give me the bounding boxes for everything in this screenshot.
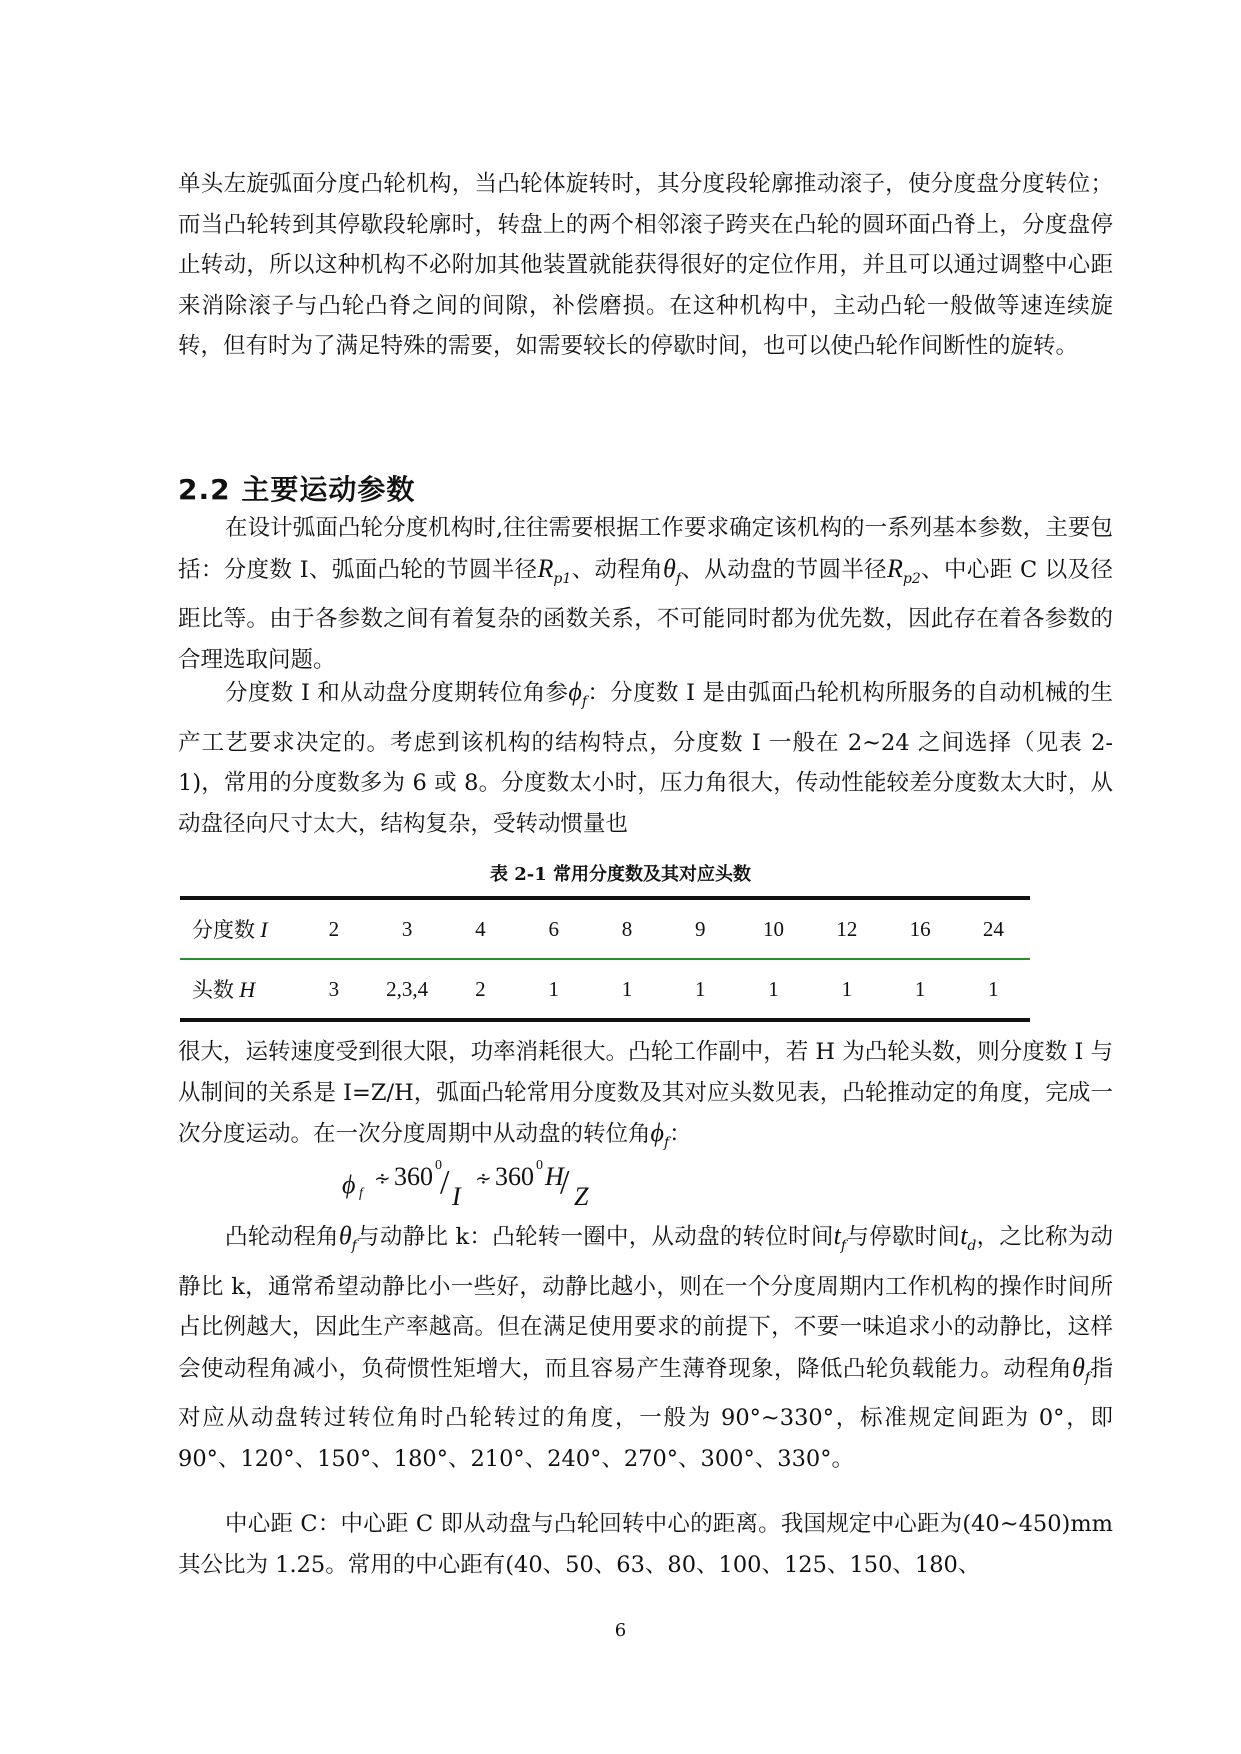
symbol-sub-p1: p1: [553, 570, 572, 587]
symbol-sub-f: f: [1084, 1369, 1091, 1386]
formula-sub-f: f: [359, 1186, 363, 1201]
table-cell: 1: [695, 976, 706, 1001]
symbol-phi: ϕ: [650, 1118, 664, 1147]
table-cell: 1: [841, 976, 853, 1001]
table-cell: 2,3,4: [386, 976, 429, 1001]
text-run: 与停歇时间: [846, 1224, 961, 1250]
formula-slash: /: [440, 1164, 450, 1201]
symbol-sub-p2: p2: [902, 570, 921, 587]
symbol-R: R: [887, 553, 903, 583]
table-cell: 6: [548, 916, 559, 941]
text-run: ：分度数 I 是由弧面凸轮机构所服务的自动机械的生产工艺要求决定的。考虑到该机构的结构特点，分度数 I 一般在 2~24 之间选择（见表 2-1)，常用的分度数多为 6 或 8。分度数太小时，压力角很大，传动性能较差分度数太大时，从动盘径向尺寸太大，结构复杂，受转动惯量也: [178, 680, 1113, 837]
table-bottom-rule: [180, 1018, 1030, 1022]
formula-glyph: ∻: [374, 1168, 391, 1190]
section-heading: 2.2 主要运动参数: [178, 473, 416, 506]
symbol-sub-f: f: [840, 1238, 847, 1254]
table-cell: 9: [695, 916, 706, 941]
paragraph-cam-mechanism: 单头左旋弧面分度凸轮机构，当凸轮体旋转时，其分度段轮廓推动滚子，使分度盘分度转位；而当凸轮转到其停歇段轮廓时，转盘上的两个相邻滚子跨夹在凸轮的圆环面凸脊上，分度盘停止转动，所以这种机构不必附加其他装置就能获得很好的定位作用，并且可以通过调整中心距来消除滚子与凸轮凸脊之间的间隙，补偿磨损。在这种机构中，主动凸轮一般做等速连续旋转，但有时为了满足特殊的需要，如需要较长的停歇时间，也可以使凸轮作间断性的旋转。: [178, 171, 1113, 359]
formula-Z: Z: [574, 1182, 589, 1211]
table-cell: 1: [914, 976, 926, 1001]
table-row-heads: [180, 960, 1030, 1018]
formula-I: I: [452, 1182, 461, 1211]
paragraph-basic-parameters: [178, 508, 1113, 680]
formula-slash: /: [560, 1164, 570, 1201]
table-cell: 3: [401, 916, 413, 941]
table-cell: 1: [768, 976, 779, 1001]
table-cell: 8: [621, 916, 633, 941]
table-row-index: [180, 900, 1030, 958]
text-run: 、中心距 C 以及径距比等。由于各参数之间有着复杂的函数关系，不可能同时都为优先数，因此存在着各参数的合理选取问题。: [178, 556, 1113, 673]
text-run: ，之比称为动静比 k，通常希望动静比小一些好，动静比越小，则在一个分度周期内工作机构的操作时间所占比例越大，因此生产率越高。但在满足使用要求的前提下，不要一味追求小的动静比，这样会使动程角减小，负荷惯性矩增大，而且容易产生薄脊现象，降低凸轮负载能力。动程角: [178, 1224, 1113, 1382]
table-cell: 1: [621, 976, 633, 1001]
symbol-sub-f: f: [581, 694, 588, 710]
symbol-R: R: [537, 553, 554, 583]
table-cell: 4: [475, 916, 486, 941]
table-cell: 2: [475, 976, 486, 1001]
symbol-phi: ϕ: [568, 677, 582, 706]
table-cell: 16: [909, 916, 931, 941]
symbol-sub-f: f: [675, 570, 682, 587]
symbol-sub-f: f: [663, 1135, 670, 1151]
text-run: 与动静比 k：凸轮转一圈中，从动盘的转位时间: [356, 1224, 834, 1250]
symbol-sub-d: d: [967, 1238, 977, 1254]
formula-360: 360: [394, 1162, 433, 1191]
formula-phi: ϕ: [342, 1170, 356, 1199]
row-variable: H: [239, 977, 256, 1002]
symbol-theta: θ: [338, 1221, 352, 1250]
table-cell: 1: [548, 976, 559, 1001]
text-run: 分度数 I 和从动盘分度期转位角参: [225, 680, 569, 706]
formula-360: 360: [495, 1162, 534, 1191]
row-header-index: [180, 914, 297, 944]
table-caption: 表 2-1 常用分度数及其对应头数: [489, 864, 752, 885]
paragraph-index-number: [178, 672, 1113, 844]
row-header-heads: [180, 974, 297, 1004]
symbol-sub-f: f: [351, 1238, 357, 1254]
row-label: 头数: [192, 978, 234, 1002]
text-run: 指对应从动盘转过转位角时凸轮转过的角度，一般为 90°~330°，标准规定间距为 0°，即 90°、120°、150°、180°、210°、240°、270°、300°、330°。: [178, 1355, 1113, 1472]
symbol-theta: θ: [1072, 1352, 1085, 1382]
index-head-table: [180, 896, 1030, 1022]
text-run: 凸轮动程角: [225, 1224, 339, 1250]
paragraph-motion-ratio: [178, 1216, 1113, 1479]
text-run: ：: [669, 1121, 692, 1147]
table-cell: 12: [836, 916, 858, 941]
symbol-t: t: [960, 1221, 968, 1250]
row-label: 分度数: [192, 918, 255, 942]
table-cell: 24: [982, 916, 1004, 941]
table-cell: 1: [988, 976, 999, 1001]
text-run: 很大，运转速度受到很大限，功率消耗很大。凸轮工作副中，若 H 为凸轮头数，则分度数 I 与从制间的关系是 I=Z/H，弧面凸轮常用分度数及其对应头数见表，凸轮推动定的角度，完成一次分度运动。在一次分度周期中从动盘的转位角: [178, 1039, 1113, 1147]
text-run: 在设计弧面凸轮分度机构时,往往需要根据工作要求确定该机构的一系列基本参数，主要包括：分度数 I、弧面凸轮的节圆半径: [178, 515, 1113, 583]
row-variable: I: [260, 917, 268, 942]
paragraph-center-distance: 中心距 C：中心距 C 即从动盘与凸轮回转中心的距离。我国规定中心距为(40~450)mm 其公比为 1.25。常用的中心距有(40、50、63、80、100、125、150、180、: [178, 1511, 1113, 1578]
paragraph-index-relation: [178, 1032, 1113, 1164]
symbol-t: t: [833, 1221, 841, 1250]
formula-sup-0: 0: [536, 1158, 543, 1173]
text-run: 、从动盘的节圆半径: [681, 556, 888, 583]
formula-sup-0: 0: [435, 1158, 442, 1173]
table-cell: 10: [763, 916, 785, 941]
formula-glyph: ∻: [475, 1168, 492, 1190]
table-cell: 2: [328, 916, 340, 941]
page-number: 6: [614, 1620, 627, 1641]
table-cell: 3: [328, 976, 340, 1001]
formula-H: H: [545, 1162, 564, 1191]
text-run: 、动程角: [571, 556, 664, 583]
symbol-theta: θ: [663, 553, 676, 583]
